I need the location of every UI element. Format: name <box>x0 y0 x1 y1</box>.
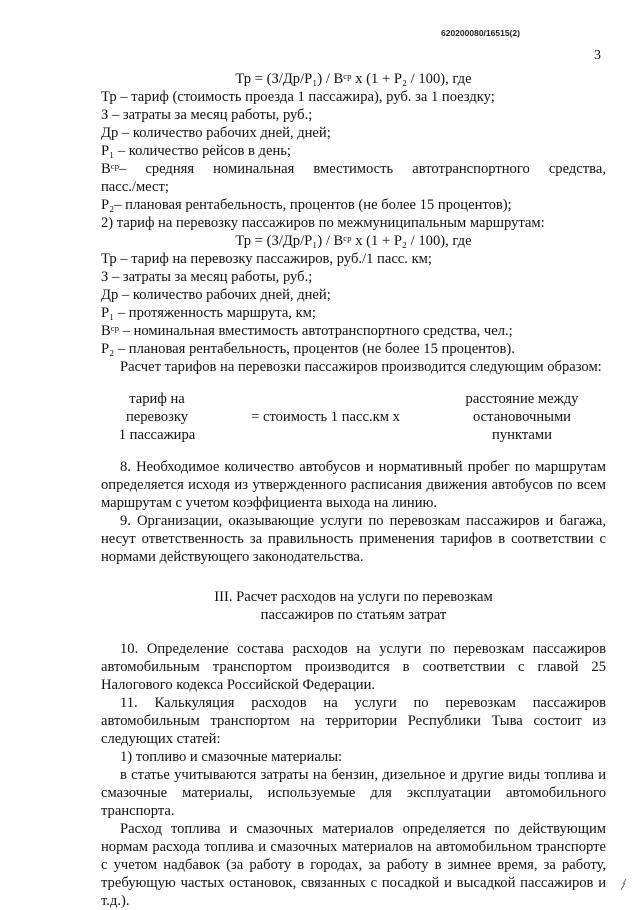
formula-text: перевозку <box>125 409 189 425</box>
definition-vsr-continued: пасс./мест; <box>101 179 169 195</box>
definition: Тр – тариф на перевозку пассажиров, руб./1 пасс. км; <box>101 251 432 267</box>
document-code: 620200080/16515(2) <box>441 28 520 38</box>
calc-intro: Расчет тарифов на перевозки пассажиров производится следующим образом: <box>120 359 602 375</box>
paragraph-fuel: в статье учитываются затраты на бензин, дизельное и другие виды топлива и смазочные материалы, используемые для эксплуатации автомобильного транспорта. <box>101 767 606 819</box>
formula-1: Тр = (З/Др/P₁) / Вᶜᵖ х (1 + Р₂ / 100), где <box>235 71 472 87</box>
formula-text: остановочными <box>473 409 571 425</box>
tariff-formula <box>101 390 606 444</box>
paragraph-fuel-calc: Расход топлива и смазочных материалов определяется по действующим нормам расхода топлива и смазочных материалов на автомобильном транспорте с учетом надбавок (за работу в городах, за работу в зимнее время, за работу, требующую частых остановок, связанных с посадкой и высадкой пассажиров и т.д.). <box>101 821 606 909</box>
paragraph-9: 9. Организации, оказывающие услуги по перевозкам пассажиров и багажа, несут ответственность за правильность применения тарифов в соответствии с нормами действующего законодательства. <box>101 513 606 565</box>
formula-2: Тр = (З/Др/Р₁) / Вᶜᵖ х (1 + Р₂ / 100), где <box>235 233 472 249</box>
page-number: 3 <box>594 48 601 63</box>
tariff-formula-middle: = стоимость 1 пасс.км х <box>251 409 400 425</box>
definition: Р₁ – протяженность маршрута, км; <box>101 305 316 321</box>
definition: Р₂– плановая рентабельность, процентов (не более 15 процентов); <box>101 197 512 213</box>
tariff-formula-right <box>438 390 606 444</box>
section-title-line: пассажиров по статьям затрат <box>260 607 447 623</box>
formula-text: пунктами <box>492 427 552 443</box>
definition: Др – количество рабочих дней, дней; <box>101 287 331 303</box>
list-item-2: 2) тариф на перевозку пассажиров по межмуниципальным маршрутам: <box>101 215 545 231</box>
definition: Тр – тариф (стоимость проезда 1 пассажира), руб. за 1 поездку; <box>101 89 495 105</box>
definition: З – затраты за месяц работы, руб.; <box>101 269 313 285</box>
definition-vsr: Вᶜᵖ– средняя номинальная вместимость автотранспортного средства, <box>101 161 606 177</box>
section-title-line: III. Расчет расходов на услуги по перевозкам <box>214 589 493 605</box>
paragraph-8: 8. Необходимое количество автобусов и нормативный пробег по маршрутам определяется исходя из утвержденного расписания движения автобусов по всем маршрутам с учетом коэффициента выхода на линию. <box>101 459 606 511</box>
page-content <box>101 70 606 910</box>
paragraph-11: 11. Калькуляция расходов на услуги по перевозкам пассажиров автомобильным транспортом на территории Республики Тыва состоит из следующих статей: <box>101 695 606 747</box>
scan-mark <box>620 878 628 892</box>
section-title <box>101 588 606 624</box>
definition: Вᶜᵖ – номинальная вместимость автотранспортного средства, чел.; <box>101 323 513 339</box>
definition: Др – количество рабочих дней, дней; <box>101 125 331 141</box>
definition: Р₂ – плановая рентабельность, процентов (не более 15 процентов). <box>101 341 515 357</box>
formula-text: тариф на <box>129 391 185 407</box>
definition: Р₁ – количество рейсов в день; <box>101 143 291 159</box>
tariff-formula-left <box>101 390 213 444</box>
formula-text: 1 пассажира <box>118 427 196 443</box>
list-item-1: 1) топливо и смазочные материалы: <box>120 749 343 765</box>
paragraph-10: 10. Определение состава расходов на услуги по перевозкам пассажиров автомобильным транспортом производится в соответствии с главой 25 Налогового кодекса Российской Федерации. <box>101 641 606 693</box>
definition: З – затраты за месяц работы, руб.; <box>101 107 313 123</box>
formula-text: расстояние между <box>465 391 579 407</box>
